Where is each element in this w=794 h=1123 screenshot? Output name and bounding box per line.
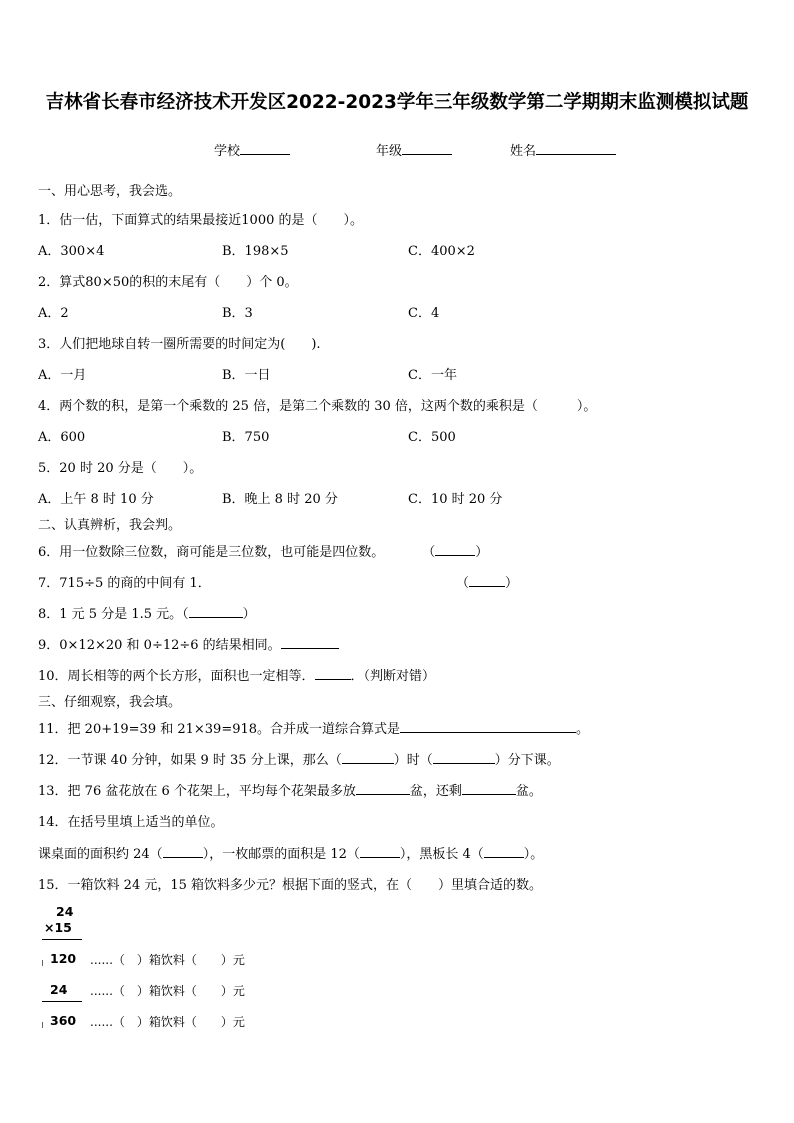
q13-per-shelf-blank[interactable]	[356, 782, 410, 795]
q4-option-c[interactable]: C．500	[408, 430, 456, 445]
q4-option-a[interactable]: A．600	[38, 430, 86, 445]
calc-note-3: ......（ ）箱饮料（ ）元	[90, 1015, 245, 1029]
q14-board-unit-blank[interactable]	[484, 845, 524, 858]
q5-option-c[interactable]: C．10 时 20 分	[408, 492, 503, 507]
question-8: 8．1 元 5 分是 1.5 元。（ ）	[38, 607, 256, 622]
question-10: 10．周长相等的两个长方形，面积也一定相等． ．（判断对错）	[38, 669, 436, 684]
calc-line-2	[42, 1001, 82, 1002]
q3-option-a[interactable]: A．一月	[38, 368, 87, 383]
q3-option-c[interactable]: C．一年	[408, 368, 457, 383]
q1-option-b[interactable]: B．198×5	[222, 244, 289, 259]
question-5: 5．20 时 20 分是（ ）。	[38, 461, 203, 476]
calc-multiplier: ×15	[44, 920, 72, 935]
question-13: 13．把 76 盆花放在 6 个花架上，平均每个花架最多放 盆，还剩 盆。	[38, 784, 542, 799]
question-12: 12．一节课 40 分钟，如果 9 时 35 分上课，那么（ ）时（ ）分下课。	[38, 753, 560, 768]
q1-option-c[interactable]: C．400×2	[408, 244, 475, 259]
q8-answer-blank[interactable]	[189, 605, 243, 618]
calc-tick-2	[42, 1022, 43, 1028]
q3-option-b[interactable]: B．一日	[222, 368, 271, 383]
calc-partial-1: 120	[50, 951, 77, 966]
page-title: 吉林省长春市经济技术开发区2022-2023学年三年级数学第二学期期末监测模拟试题	[45, 92, 749, 113]
calc-line	[42, 939, 82, 940]
question-9: 9．0×12×20 和 0÷12÷6 的结果相同。	[38, 634, 339, 653]
question-2: 2．算式80×50的积的末尾有（ ）个 0。	[38, 275, 298, 290]
calc-tick	[42, 960, 43, 966]
q14-desk-unit-blank[interactable]	[163, 845, 203, 858]
q5-option-a[interactable]: A．上午 8 时 10 分	[38, 492, 154, 507]
q10-answer-blank[interactable]	[315, 667, 351, 680]
q12-minute-blank[interactable]	[433, 751, 495, 764]
q7-answer[interactable]: （ ）	[456, 576, 519, 591]
q2-option-b[interactable]: B．3	[222, 306, 253, 321]
question-14: 14．在括号里填上适当的单位。	[38, 815, 224, 830]
question-6: 6．用一位数除三位数，商可能是三位数，也可能是四位数。 （ ）	[38, 545, 489, 560]
question-3: 3．人们把地球自转一圈所需要的时间定为( ).	[38, 337, 321, 352]
question-7: 7．715÷5 的商的中间有 1．	[38, 576, 211, 591]
q13-remainder-blank[interactable]	[462, 782, 516, 795]
q11-answer-blank[interactable]	[400, 720, 576, 733]
q1-option-a[interactable]: A．300×4	[38, 244, 105, 259]
q9-answer-blank[interactable]	[281, 636, 339, 649]
question-4: 4．两个数的积，是第一个乘数的 25 倍，是第二个乘数的 30 倍，这两个数的乘积是（ ）。	[38, 399, 597, 414]
q12-hour-blank[interactable]	[342, 751, 394, 764]
question-1: 1．估一估，下面算式的结果最接近1000 的是（ ）。	[38, 213, 363, 228]
grade-field[interactable]: 年级	[376, 140, 452, 159]
q5-option-b[interactable]: B．晚上 8 时 20 分	[222, 492, 338, 507]
school-field[interactable]: 学校	[214, 140, 290, 159]
section-2-heading: 二、认真辨析，我会判。	[38, 518, 182, 533]
question-11: 11．把 20+19=39 和 21×39=918。合并成一道综合算式是 。	[38, 722, 590, 737]
calc-note-1: ......（ ）箱饮料（ ）元	[90, 953, 245, 967]
calc-multiplicand: 24	[56, 904, 74, 919]
name-field[interactable]: 姓名	[510, 140, 616, 159]
q6-answer-blank[interactable]	[435, 543, 475, 556]
question-14-blanks: 课桌面的面积约 24（ ），一枚邮票的面积是 12（ ），黑板长 4（ ）。	[38, 847, 544, 862]
q2-option-a[interactable]: A．2	[38, 306, 69, 321]
question-15: 15．一箱饮料 24 元，15 箱饮料多少元？根据下面的竖式，在（ ）里填合适的数。	[38, 878, 543, 893]
calc-partial-2: 24	[50, 982, 68, 997]
q2-option-c[interactable]: C．4	[408, 306, 440, 321]
q14-stamp-unit-blank[interactable]	[360, 845, 400, 858]
section-3-heading: 三、仔细观察，我会填。	[38, 695, 182, 710]
section-1-heading: 一、用心思考，我会选。	[38, 184, 182, 199]
q4-option-b[interactable]: B．750	[222, 430, 270, 445]
calc-product: 360	[50, 1013, 77, 1028]
calc-note-2: ......（ ）箱饮料（ ）元	[90, 984, 245, 998]
